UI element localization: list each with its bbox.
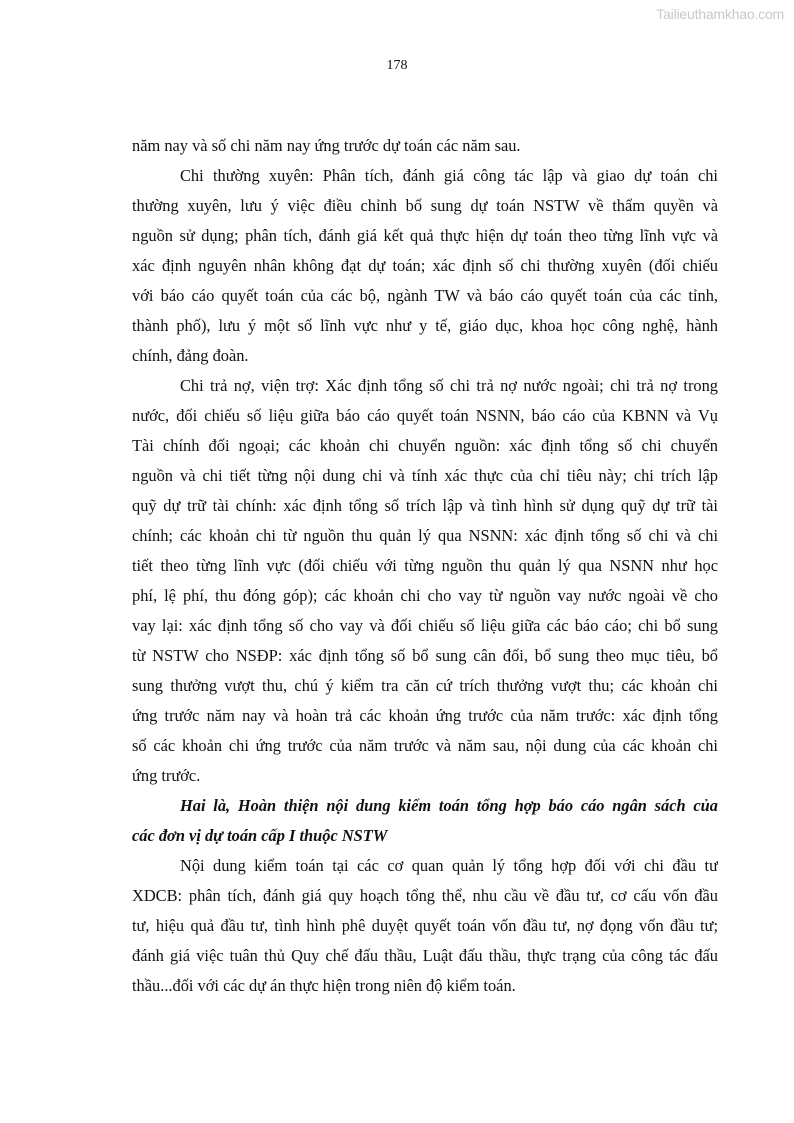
text-line: sung thưởng vượt thu, chú ý kiểm tra căn cứ trích thưởng vượt thu; các khoản chi	[132, 676, 718, 695]
paragraph-continuation	[132, 131, 718, 161]
text-line: Tài chính đối ngoại; các khoản chi chuyển nguồn: xác định tổng số chi chuyển	[132, 436, 718, 455]
text-line: XDCB: phân tích, đánh giá quy hoạch tổng thể, nhu cầu về đầu tư, cơ cấu vốn đầu	[132, 886, 718, 905]
text-line: ứng trước năm nay và hoàn trả các khoản ứng trước của năm trước: xác định tổng	[132, 706, 718, 725]
text-line: Chi trả nợ, viện trợ: Xác định tổng số chi trả nợ nước ngoài; chi trả nợ trong	[180, 376, 718, 395]
text-line: đánh giá việc tuân thủ Quy chế đấu thầu, Luật đấu thầu, thực trạng của công tác đấu	[132, 946, 718, 965]
section-heading	[132, 791, 718, 851]
text-line: phí, lệ phí, thu đóng góp); các khoản chi cho vay từ nguồn vay nước ngoài về cho	[132, 586, 718, 605]
text-line: thường xuyên, lưu ý việc điều chỉnh bổ sung dự toán NSTW về thẩm quyền và	[132, 196, 718, 215]
text-line: chính, đảng đoàn.	[132, 346, 249, 365]
text-line: xác định nguyên nhân không đạt dự toán; xác định số chi thường xuyên (đối chiếu	[132, 256, 718, 275]
text-line: thầu...đối với các dự án thực hiện trong niên độ kiểm toán.	[132, 976, 516, 995]
text-line: nguồn sử dụng; phân tích, đánh giá kết quả thực hiện dự toán theo từng lĩnh vực và	[132, 226, 718, 245]
text-line: Chi thường xuyên: Phân tích, đánh giá công tác lập và giao dự toán chi	[180, 166, 718, 185]
text-line: vay lại: xác định tổng số cho vay và đối chiếu số liệu giữa các báo cáo; chi bổ sung	[132, 616, 718, 635]
watermark: Tailieuthamkhao.com	[656, 6, 784, 22]
text-line: quỹ dự trữ tài chính: xác định tổng số trích lập và tình hình sử dụng quỹ dự trữ tài	[132, 496, 718, 515]
text-line: nước, đối chiếu số liệu giữa báo cáo quyết toán NSNN, báo cáo của KBNN và Vụ	[132, 406, 718, 425]
heading-line: các đơn vị dự toán cấp I thuộc NSTW	[132, 826, 388, 845]
text-line: thành phố), lưu ý một số lĩnh vực như y tế, giáo dục, khoa học công nghệ, hành	[132, 316, 718, 335]
text-line: tiết theo từng lĩnh vực (đối chiếu với từng nguồn thu quản lý qua NSNN như học	[132, 556, 718, 575]
document-body	[132, 131, 718, 1001]
text-line: chính; các khoản chi từ nguồn thu quản lý qua NSNN: xác định tổng số chi và chi	[132, 526, 718, 545]
text-line: từ NSTW cho NSĐP: xác định tổng số bổ sung cân đối, bổ sung theo mục tiêu, bổ	[132, 646, 718, 665]
heading-line: Hai là, Hoàn thiện nội dung kiểm toán tổng hợp báo cáo ngân sách của	[180, 796, 718, 815]
paragraph-chi-tra-no	[132, 371, 718, 791]
paragraph-noi-dung-kiem-toan	[132, 851, 718, 1001]
page-number: 178	[386, 58, 408, 73]
text-line: ứng trước.	[132, 766, 201, 785]
text-line: năm nay và số chi năm nay ứng trước dự toán các năm sau.	[132, 136, 521, 155]
text-line: với báo cáo quyết toán của các bộ, ngành TW và báo cáo quyết toán của các tỉnh,	[132, 286, 718, 305]
text-line: Nội dung kiểm toán tại các cơ quan quản lý tổng hợp đối với chi đầu tư	[180, 856, 718, 875]
text-line: tư, hiệu quả đầu tư, tình hình phê duyệt quyết toán vốn đầu tư, nợ đọng vốn đầu tư;	[132, 916, 718, 935]
paragraph-chi-thuong-xuyen	[132, 161, 718, 371]
text-line: nguồn và chi tiết từng nội dung chi và tính xác thực của chỉ tiêu này; chi trích lập	[132, 466, 718, 485]
text-line: số các khoản chi ứng trước của năm trước và năm sau, nội dung của các khoản chi	[132, 736, 718, 755]
